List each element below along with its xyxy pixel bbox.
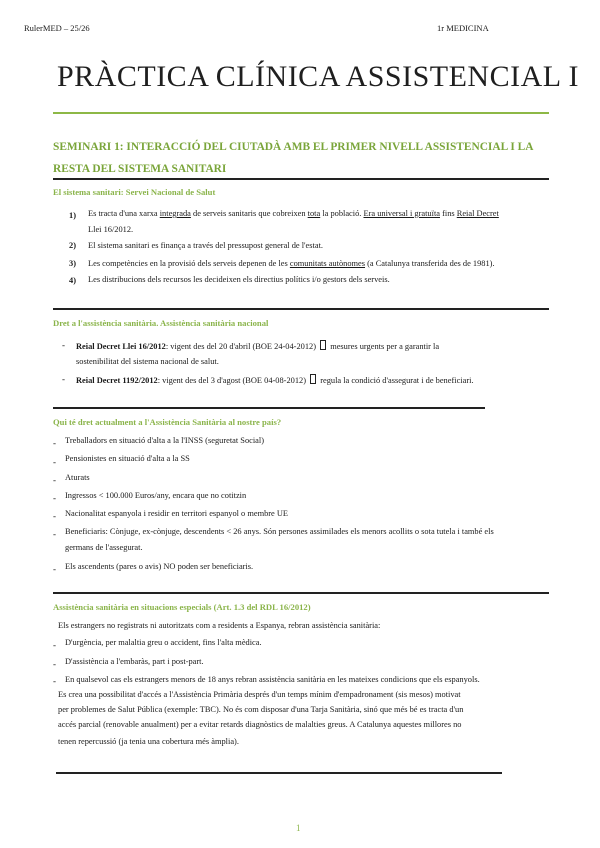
s4-paragraph-line-1: Es crea una possibilitat d'accés a l'Assistència Primària després d'un temps mínim d'empadronament (sis mesos) motivat	[58, 690, 461, 699]
s3-bullet: -	[53, 438, 56, 448]
header-right: 1r MEDICINA	[437, 23, 489, 33]
s4-item-3: En qualsevol cas els estrangers menors de 18 anys rebran assistència sanitària en les mateixes condicions que els espanyols.	[65, 675, 480, 684]
s3-item-3: Aturats	[65, 473, 90, 482]
s3-bullet: -	[53, 475, 56, 485]
seminar-heading: SEMINARI 1: INTERACCIÓ DEL CIUTADÀ AMB EL PRIMER NIVELL ASSISTENCIAL I LA RESTA DEL SISTEMA SANITARI	[53, 141, 533, 175]
s4-paragraph-line-4: tenen repercussió (ja tenia una cobertura més àmplia).	[58, 737, 239, 746]
s2-item-1-text: Reial Decret Llei 16/2012: vigent des del 20 d'abril (BOE 24-04-2012) mesures urgents per a garantir la	[76, 342, 440, 351]
s3-item-6: Beneficiaris: Cònjuge, ex-cònjuge, descendents < 26 anys. Són persones assimilades els menors acollits o sota tutela i també els	[65, 527, 494, 536]
divider-4	[53, 592, 549, 594]
s4-item-2: D'assistència a l'embaràs, part i post-part.	[65, 657, 204, 666]
page-number: 1	[296, 823, 301, 833]
s3-item-6-line2: germans de l'assegurat.	[65, 543, 143, 552]
s4-bullet: -	[53, 640, 56, 650]
s3-bullet: -	[53, 564, 56, 574]
divider-2	[53, 308, 549, 310]
s1-item-2-text: El sistema sanitari es finança a través del pressupost general de l'estat.	[88, 241, 323, 250]
placeholder-box-icon	[320, 340, 326, 350]
title-rule	[53, 112, 549, 114]
section-4-heading: Assistència sanitària en situacions especials (Art. 1.3 del RDL 16/2012)	[53, 602, 311, 612]
s3-item-4: Ingressos < 100.000 Euros/any, encara que no cotitzin	[65, 491, 247, 500]
s2-item-1-text-line2: sostenibilitat del sistema nacional de salut.	[76, 357, 219, 366]
s4-bullet: -	[53, 659, 56, 669]
s1-item-2-number: 2)	[69, 241, 76, 250]
s4-paragraph-line-2: per problemes de Salut Pública (exemple: TBC). No és com disposar d'una Tarja Sanitària, sinó que més bé es tracta d'un	[58, 705, 464, 714]
s3-bullet: -	[53, 457, 56, 467]
divider-1	[53, 178, 549, 180]
s2-item-2-text: Reial Decret 1192/2012: vigent des del 3 d'agost (BOE 04-08-2012) regula la condició d'assegurat i de beneficiari.	[76, 376, 474, 385]
section-3-heading: Qui té dret actualment a l'Assistència Sanitària al nostre país?	[53, 417, 282, 427]
s3-item-7: Els ascendents (pares o avis) NO poden ser beneficiaris.	[65, 562, 254, 571]
page-title: PRÀCTICA CLÍNICA ASSISTENCIAL I	[57, 60, 579, 93]
s3-item-5: Nacionalitat espanyola i residir en territori espanyol o membre UE	[65, 509, 289, 518]
s3-bullet: -	[53, 511, 56, 521]
section-1-heading: El sistema sanitari: Servei Nacional de Salut	[53, 187, 216, 197]
s1-item-1-number: 1)	[69, 211, 76, 220]
s2-bullet-2: -	[62, 374, 65, 384]
s1-item-4-number: 4)	[69, 276, 76, 285]
s4-paragraph-line-3: accés parcial (renovable anualment) per a evitar retards diagnòstics de malalties greus. A Catalunya aquestes millores no	[58, 720, 462, 729]
s3-item-1: Treballadors en situació d'alta a la l'INSS (seguretat Social)	[65, 436, 265, 445]
s3-item-2: Pensionistes en situació d'alta a la SS	[65, 454, 190, 463]
s4-bullet: -	[53, 676, 56, 686]
s1-item-3-text: Les competències en la provisió dels serveis depenen de les comunitats autònomes (a Catalunya transferida des de 1981).	[88, 259, 495, 268]
s1-item-1-text-line2: Llei 16/2012.	[88, 225, 134, 234]
s4-item-1: D'urgència, per malaltia greu o accident, fins l'alta mèdica.	[65, 638, 262, 647]
s1-item-4-text: Les distribucions dels recursos les decideixen els directius polítics i/o gestors dels serveis.	[88, 275, 390, 284]
s1-item-3-number: 3)	[69, 259, 76, 268]
divider-5	[56, 772, 502, 774]
divider-3	[53, 407, 485, 409]
s2-bullet-1: -	[62, 340, 65, 350]
s1-item-1-text: Es tracta d'una xarxa integrada de serveis sanitaris que cobreixen tota la població. Era universal i gratuïta fins Reial Decret	[88, 209, 499, 218]
section-2-heading: Dret a l'assistència sanitària. Assistència sanitària nacional	[53, 318, 269, 328]
s3-bullet: -	[53, 529, 56, 539]
s4-intro: Els estrangers no registrats ni autoritzats com a residents a Espanya, rebran assistència sanitària:	[58, 621, 381, 630]
placeholder-box-icon	[310, 374, 316, 384]
s3-bullet: -	[53, 493, 56, 503]
header-left: RulerMED – 25/26	[24, 23, 90, 33]
